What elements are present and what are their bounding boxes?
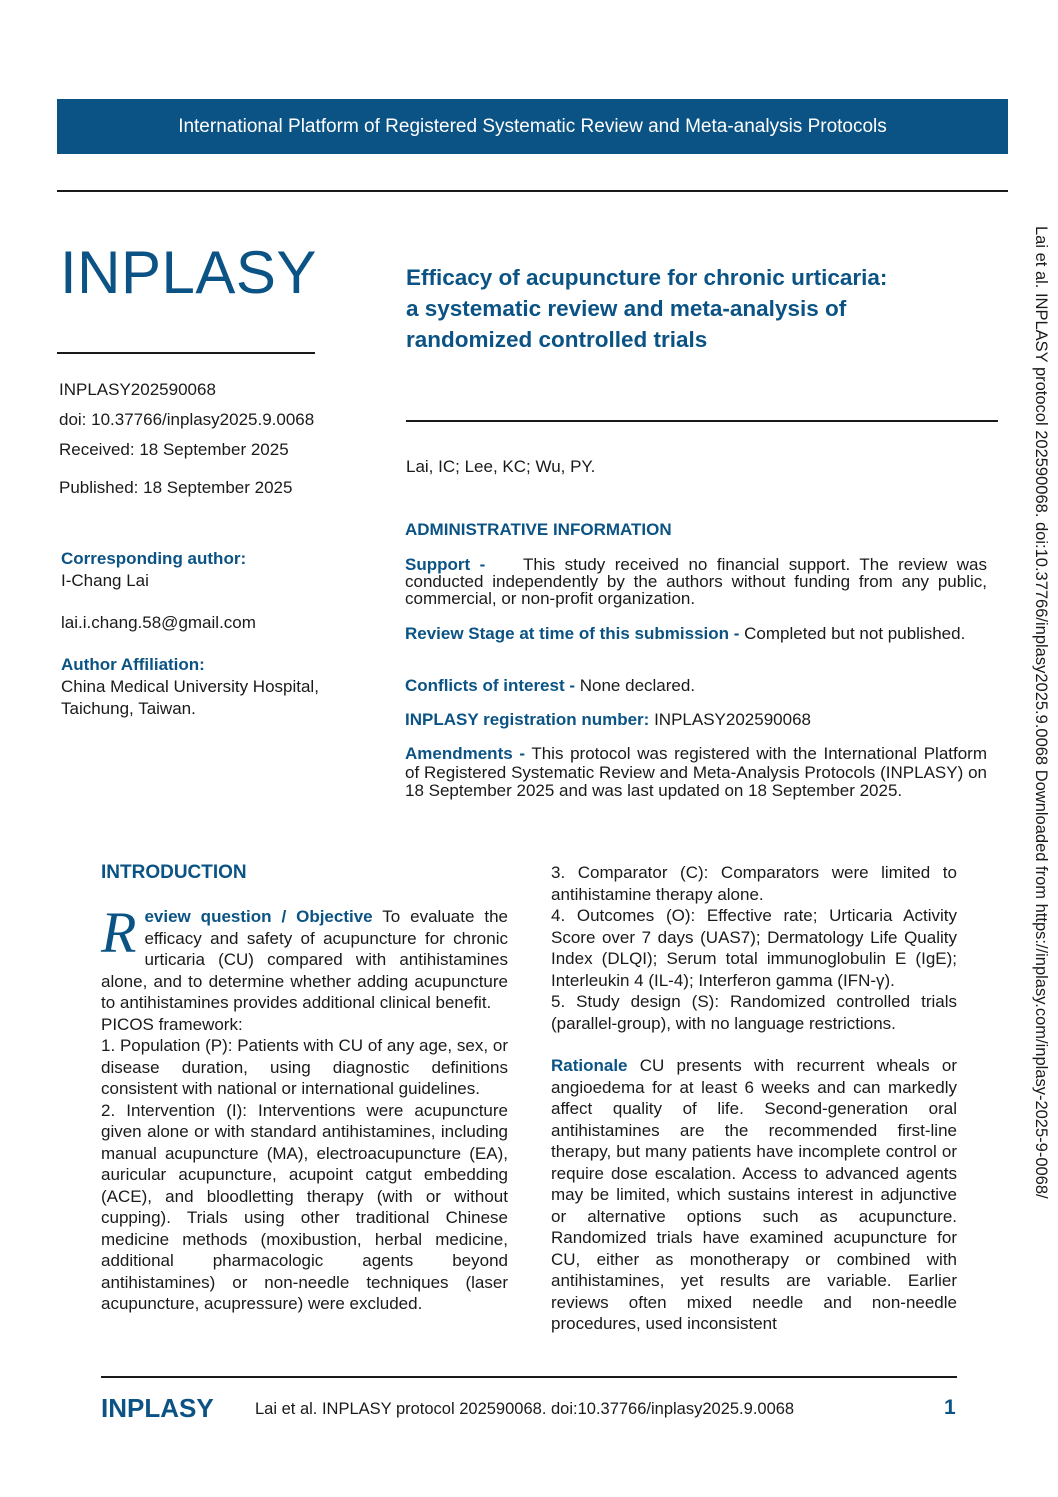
picos-comparator: 3. Comparator (C): Comparators were limited to antihistamine therapy alone.: [551, 863, 957, 904]
received-date: Received: 18 September 2025: [59, 440, 289, 459]
stage-label: Review Stage at time of this submission -: [405, 624, 740, 643]
amend-text: This protocol was registered with the International Platform of Registered Systematic Review and Meta-Analysis Protocols (INPLASY) on 18 September 2025 and was last updated on 18 September 2025.: [405, 744, 987, 801]
footer-logo: INPLASY: [101, 1393, 214, 1423]
picos-intervention: 2. Intervention (I): Interventions were acupuncture given alone or with standard antihistamines, including manual acupuncture (MA), electroacupuncture (EA), auricular acupuncture, acupoint catgut embedding (ACE), and bloodletting therapy (with or without cupping). Trials using other traditional Chinese medicine methods (moxibustion, herbal medicine, additional pharmacologic agents beyond antihistamines) or non-needle techniques (laser acupuncture, acupressure) were excluded.: [101, 1100, 508, 1313]
intro-heading: INTRODUCTION: [101, 862, 247, 883]
page-number: 1: [944, 1396, 956, 1419]
header-divider: [57, 190, 1008, 192]
corresponding-author-name: I-Chang Lai: [61, 571, 149, 590]
conflicts-label: Conflicts of interest -: [405, 676, 576, 695]
doi-link[interactable]: doi: 10.37766/inplasy2025.9.0068: [59, 410, 315, 429]
conflicts-section: [405, 677, 987, 694]
corresponding-author-label: Corresponding author:: [61, 549, 247, 568]
footer-citation: Lai et al. INPLASY protocol 202590068. doi:10.37766/inplasy2025.9.0068: [255, 1400, 795, 1418]
regnum-text: INPLASY202590068: [654, 710, 811, 729]
conflicts-text: None declared.: [579, 676, 696, 695]
journal-banner: [57, 99, 1008, 154]
picos-label: PICOS framework:: [101, 1014, 243, 1034]
logo-divider: [57, 352, 315, 354]
side-citation: [1028, 226, 1050, 1336]
picos-outcomes: 4. Outcomes (O): Effective rate; Urticaria Activity Score over 7 days (UAS7); Dermatology Life Quality Index (DLQI); Serum total immunoglobulin E (IgE); Interleukin 4 (IL-4); Interferon gamma (IFN-γ).: [551, 906, 957, 990]
journal-logo: INPLASY: [60, 239, 317, 306]
rationale-paragraph: [551, 1055, 957, 1335]
review-question-text: To evaluate the efficacy and safety of acupuncture for chronic urticaria (CU) compared with antihistamines alone, and to determine whether adding acupuncture to antihistamines provides additional clinical benefit.: [101, 907, 508, 1012]
author-list: Lai, IC; Lee, KC; Wu, PY.: [406, 457, 596, 476]
title-line2: a systematic review and meta-analysis of: [406, 296, 847, 321]
support-text: This study received no financial support. The review was conducted independently by the authors without funding from any public, commercial, or non-profit organization.: [405, 555, 987, 608]
title-divider: [406, 420, 998, 422]
affiliation-line1: China Medical University Hospital,: [61, 677, 319, 696]
amendments-section: [405, 745, 987, 801]
rationale-text: CU presents with recurrent wheals or angioedema for at least 6 weeks and can markedly affect quality of life. Second-generation oral antihistamines are the recommended first-line therapy, but many patients have incomplete control or require dose escalation. Access to advanced agents may be limited, which sustains interest in adjunctive or alternative options such as acupuncture. Randomized trials have examined acupuncture for CU, either as monotherapy or combined with antihistamines, yet results are variable. Earlier reviews often mixed needle and non-needle procedures, used inconsistent: [551, 1056, 957, 1333]
review-question-label: eview question / Objective: [144, 907, 373, 926]
paper-title: [406, 262, 966, 355]
published-date: Published: 18 September 2025: [59, 478, 293, 497]
author-email[interactable]: lai.i.chang.58@gmail.com: [61, 613, 256, 632]
footer-divider: [101, 1376, 957, 1378]
picos-population: 1. Population (P): Patients with CU of any age, sex, or disease duration, using diagnostic definitions consistent with national or international guidelines.: [101, 1036, 508, 1098]
review-question-paragraph: [101, 900, 508, 1014]
intro-left-column: [101, 900, 508, 1315]
stage-text: Completed but not published.: [744, 624, 966, 643]
stage-section: [405, 625, 987, 642]
affiliation-line2: Taichung, Taiwan.: [61, 699, 196, 718]
intro-right-column: [551, 862, 957, 1335]
registration-id: INPLASY202590068: [59, 380, 216, 399]
support-section: [405, 556, 987, 607]
side-citation-text: Lai et al. INPLASY protocol 202590068. doi:10.37766/inplasy2025.9.0068 Downloaded from https://inplasy.com/inplasy-2025-9-0068/: [1032, 226, 1050, 1199]
title-line1: Efficacy of acupuncture for chronic urticaria:: [406, 265, 888, 290]
rationale-label: Rationale: [551, 1056, 628, 1075]
admin-heading: ADMINISTRATIVE INFORMATION: [405, 520, 672, 539]
picos-study-design: 5. Study design (S): Randomized controlled trials (parallel-group), with no language restrictions.: [551, 992, 957, 1033]
regnum-section: [405, 711, 987, 728]
title-line3: randomized controlled trials: [406, 327, 708, 352]
amend-label: Amendments -: [405, 744, 525, 763]
regnum-label: INPLASY registration number:: [405, 710, 650, 729]
banner-text: International Platform of Registered Systematic Review and Meta-analysis Protocols: [178, 115, 887, 137]
support-label: Support -: [405, 555, 486, 574]
affiliation-label: Author Affiliation:: [61, 655, 205, 674]
dropcap-letter: R: [101, 900, 137, 965]
